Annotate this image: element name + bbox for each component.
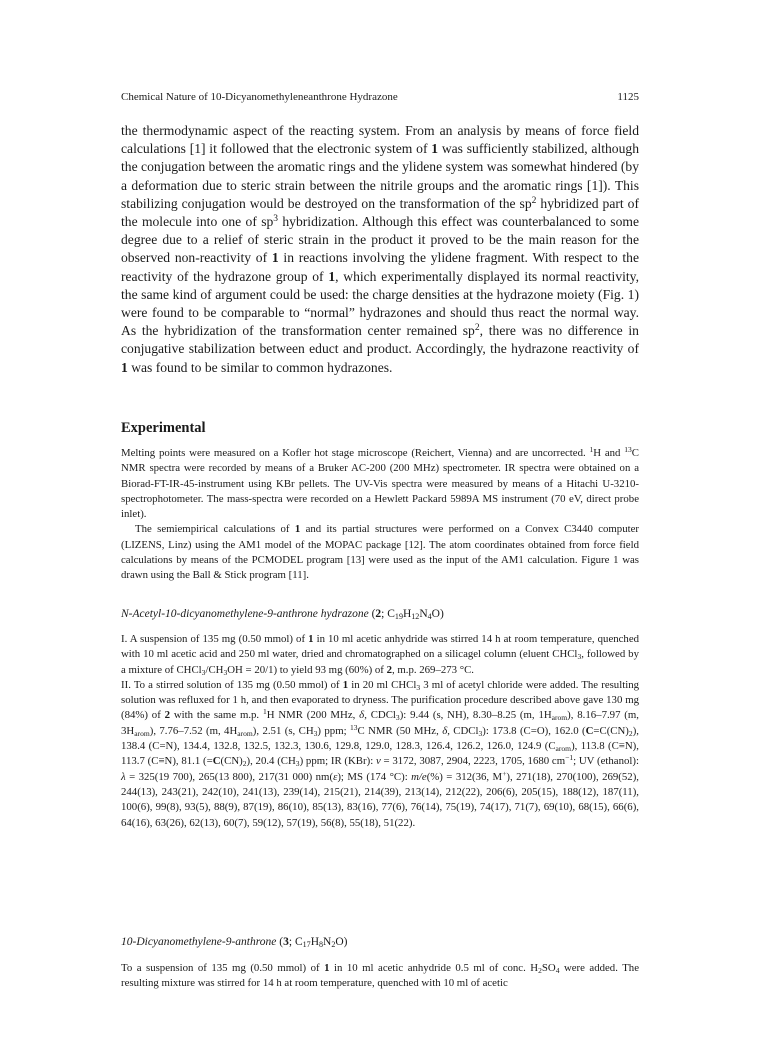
- running-title: Chemical Nature of 10-Dicyanomethyleneanthrone Hydrazone: [121, 91, 398, 103]
- compound-2-procedure: [121, 632, 639, 831]
- method-1-paragraph: I. A suspension of 135 mg (0.50 mmol) of 1 in 10 ml acetic anhydride was stirred 14 h at room temperature, quenched with 10 ml acetic acid and 250 ml water, dried and chromatographed on a silicagel column (eluent CHCl$_3$, followed by a mixture of $CHCl_3/CH_3OH = 20/1$) to yield 93 mg (60%) of 2, m.p. 269–273 °C.: [121, 633, 640, 677]
- compound-3-text: To a suspension of 135 mg (0.50 mmol) of 1 in 10 ml acetic anhydride 0.5 ml of conc. $H_2SO_4$ were added. The resulting mixture was stirred for 14 h at room temperature, quenched with 10 ml of acetic: [121, 962, 639, 990]
- experimental-section: [121, 446, 639, 584]
- page-number: 1125: [617, 91, 639, 103]
- methods-paragraph: Melting points were measured on a Kofler hot stage microscope (Reichert, Vienna) and are uncorrected. $^1$H and $^{13}$C NMR spectra were recorded by means of a Bruker AC-200 (200 MHz) spectrometer. IR spectra were obtained on a Biorad-FT-IR-45-instrument using KBr pellets. The UV-Vis spectra were measured by means of a Hitachi U-3210-spectrophotometer. The mass-spectra were recorded on a Hewlett Packard 5989A MS instrument (70 eV, direct probe inlet).: [121, 444, 639, 521]
- intro-text: the thermodynamic aspect of the reacting system. From an analysis by means of force field calculations [1] it followed that the electronic system of 1 was sufficiently stabilized, although the conjugation between the aromatic rings and the ylidene system was somewhat hindered (by a deformation due to steric strain between the nitrile groups and the aromatic rings [1]). This stabilizing conjugation would be destroyed on the transformation of the $sp^2$ hybridized part of the molecule into one of $sp^3$ hybridization. Although this effect was counterbalanced to some degree due to a relief of steric strain in the product it proved to be the main reason for the observed non-reactivity of 1 in reactions involving the ylidene fragment. With respect to the reactivity of the hydrazone group of 1, which experimentally displayed its normal reactivity, the same kind of argument could be used: the charge densities at the hydrazone moiety (Fig. 1) were found to be comparable to “normal” hydrazones and should thus react the normal way. As the hybridization of the transformation center remained $sp^2$, there was no difference in conjugative stabilization between educt and product. Accordingly, the hydrazone reactivity of 1 was found to be similar to common hydrazones.: [121, 123, 639, 375]
- compound-2-title: N-Acetyl-10-dicyanomethylene-9-anthrone hydrazone (2; $C_{19}H_{12}N_4O$): [121, 608, 444, 621]
- compound-3-procedure: [121, 961, 639, 992]
- experimental-heading: Experimental: [121, 420, 206, 436]
- intro-paragraph: [121, 122, 639, 377]
- running-header: [121, 90, 639, 104]
- compound-3-title: 10-Dicyanomethylene-9-anthrone (3; $C_{17}H_8N_2O$): [121, 936, 348, 949]
- calculation-paragraph: The semiempirical calculations of 1 and its partial structures were performed on a Convex C3440 computer (LIZENS, Linz) using the AM1 model of the MOPAC package [12]. The atom coordinates obtained from force field calculations by means of the PCMODEL program [13] were used as the input of the AM1 calculation. Figure 1 was drawn using the Ball & Stick program [11].: [121, 523, 639, 582]
- method-2-paragraph: II. To a stirred solution of 135 mg (0.50 mmol) of 1 in 20 ml CHCl$_3$ 3 ml of acetyl chloride were added. The resulting solution was refluxed for 1 h, and then evaporated to dryness. The purification procedure described above gave 130 mg (84%) of 2 with the same m.p. $^1$H NMR (200 MHz, δ, CDCl$_3$): 9.44 (s, NH), 8.30–8.25 (m, $1H_{arom}$), 8.16–7.97 (m, $3H_{arom}$), 7.76–7.52 (m, $4H_{arom}$), 2.51 (s, $CH_3$) ppm; $^{13}$C NMR (50 MHz, δ, CDCl$_3$): 173.8 (C=O), 162.0 $(C=C(CN)_2)$, 138.4 (C=N), 134.4, 132.8, 132.5, 132.3, 130.6, 129.8, 129.0, 128.3, 126.4, 126.2, 126.0, 124.9 $(C_{arom})$, 113.8 (C≡N), 113.7 (C≡N), 81.1 $(=C(CN)_2)$, 20.4 $(CH_3)$ ppm; IR (KBr): ν = 3172, 3087, 2904, 2223, 1705, 1680 $cm^{-1}$; UV (ethanol): λ = 325(19 700), 265(13 800), 217(31 000) nm(ε); MS (174 °C): m/e(%) = 312(36, M+), 271(18), 270(100), 269(52), 244(13), 243(21), 242(10), 241(13), 239(14), 215(21), 214(39), 213(14), 212(22), 206(6), 205(15), 188(12), 187(11), 100(6), 99(8), 93(5), 88(9), 87(19), 86(10), 85(13), 83(16), 77(6), 76(14), 75(19), 74(17), 71(7), 69(10), 68(15), 66(6), 64(16), 63(26), 62(13), 60(7), 59(12), 57(19), 56(8), 55(18), 51(22).: [121, 678, 640, 829]
